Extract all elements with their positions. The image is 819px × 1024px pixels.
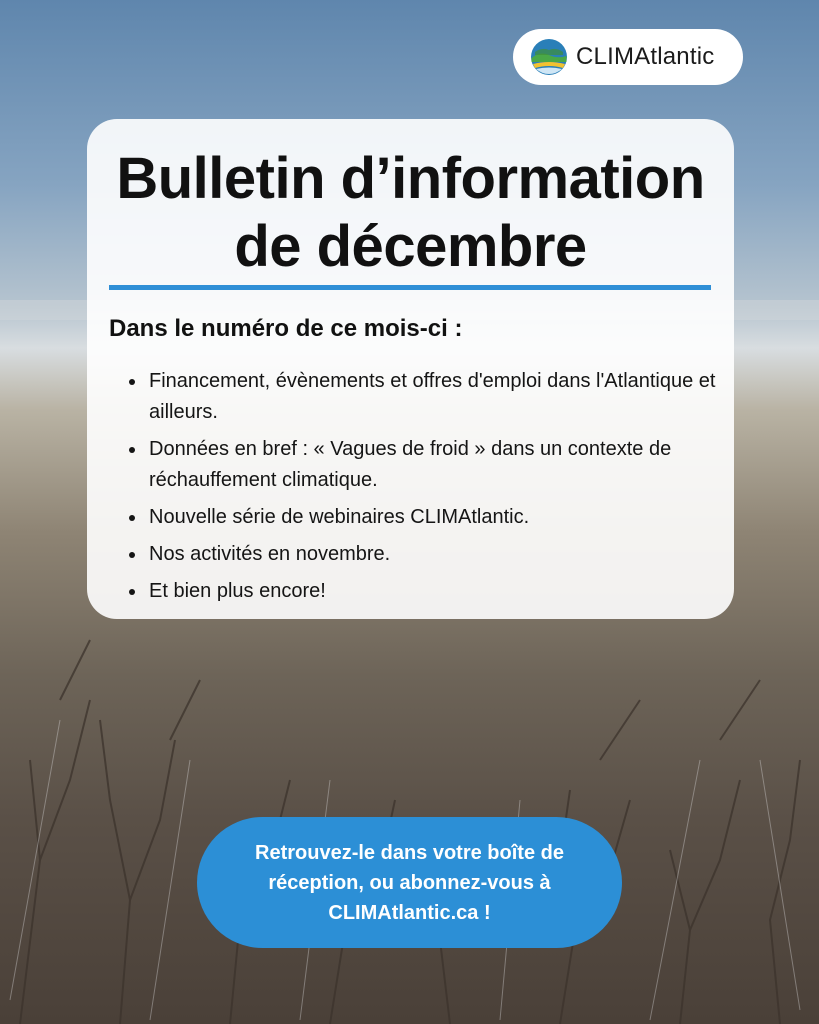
list-item: Nouvelle série de webinaires CLIMAtlantic.	[129, 502, 729, 533]
list-item: Et bien plus encore!	[129, 576, 729, 607]
title-line-1: Bulletin d’information	[116, 146, 705, 211]
brand-logo-badge[interactable]	[513, 29, 743, 85]
section-heading: Dans le numéro de ce mois-ci :	[109, 315, 463, 342]
list-item: Données en bref : « Vagues de froid » dans un contexte de réchauffement climatique.	[129, 434, 729, 496]
highlights-list	[129, 366, 729, 613]
title-line-2: de décembre	[234, 214, 587, 279]
list-item: Nos activités en novembre.	[129, 539, 729, 570]
page-title	[87, 145, 734, 281]
brand-name: CLIMAtlantic	[576, 43, 715, 70]
list-item: Financement, évènements et offres d'emploi dans l'Atlantique et ailleurs.	[129, 366, 729, 428]
newsletter-card	[87, 119, 734, 619]
climatlantic-logo-icon	[530, 38, 568, 76]
subscribe-cta-button[interactable]	[197, 817, 622, 948]
divider	[109, 285, 711, 290]
cta-label: Retrouvez-le dans votre boîte de réception, ou abonnez-vous à CLIMAtlantic.ca !	[255, 841, 564, 924]
